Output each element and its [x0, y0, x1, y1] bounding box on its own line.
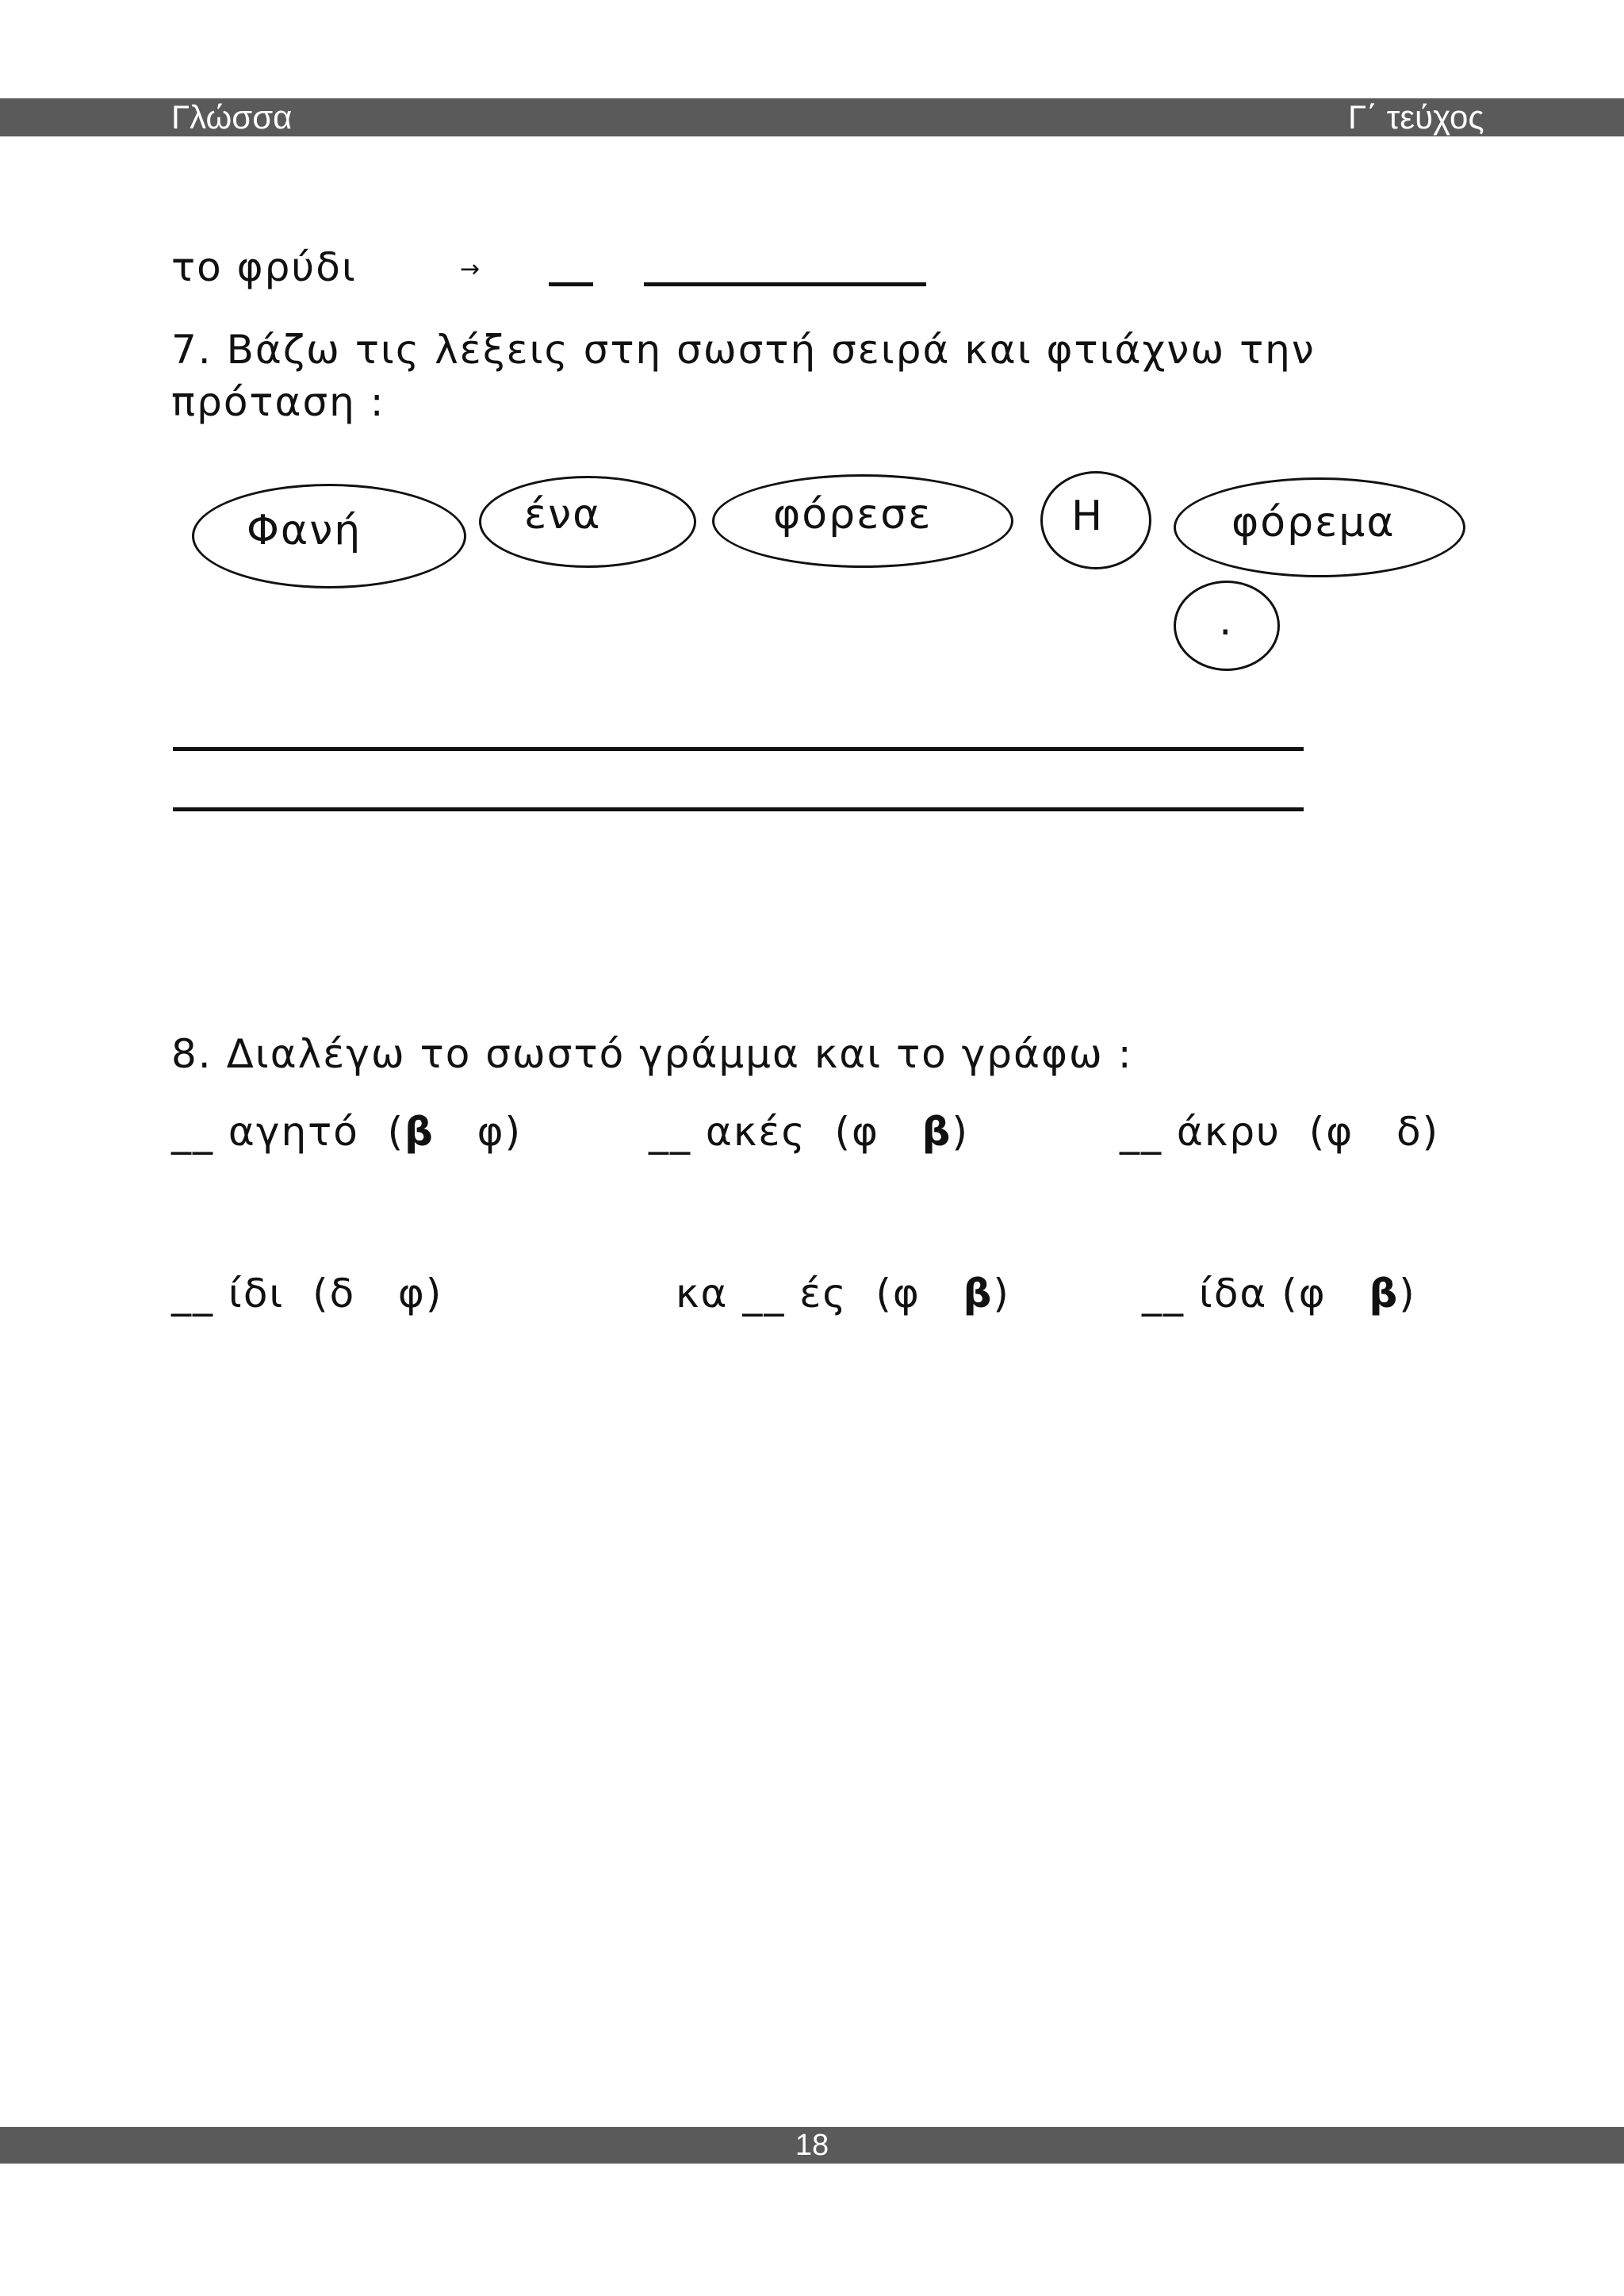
word-oval: [479, 476, 696, 568]
word-oval: [1174, 477, 1465, 577]
header-bar: [0, 98, 1624, 136]
q8-item: __ ακές (φ β): [649, 1109, 969, 1155]
answer-blank-short[interactable]: [549, 282, 593, 286]
word-oval: [192, 484, 466, 588]
q6-word: το φρύδι: [171, 244, 357, 290]
q8-item-word: ίδα: [1185, 1271, 1268, 1317]
q8-item-word: ίδι: [214, 1271, 285, 1317]
option-letter: β: [404, 1109, 435, 1155]
q8-item: __ ίδι (δ φ): [171, 1271, 443, 1317]
q8-item-blank[interactable]: __: [171, 1109, 214, 1155]
subject-title: Γλώσσα: [171, 98, 293, 136]
q8-item-word: ές: [785, 1271, 848, 1317]
q8-item-word: αγητό: [214, 1109, 359, 1155]
word-card: .: [1219, 597, 1234, 645]
option-letter: φ: [477, 1109, 505, 1155]
q8-item-blank[interactable]: __: [1142, 1271, 1185, 1317]
q8-item-prefix: κα: [676, 1271, 743, 1317]
option-letter: β: [921, 1109, 952, 1155]
word-card: φόρεσε: [773, 491, 933, 539]
q7-title-line2: πρόταση :: [171, 379, 385, 425]
option-letter: δ: [329, 1271, 356, 1317]
q8-item-blank[interactable]: __: [742, 1271, 786, 1317]
q8-item: __ άκρυ (φ δ): [1120, 1109, 1440, 1155]
page-number: 18: [795, 2129, 829, 2162]
q8-item-blank[interactable]: __: [1120, 1109, 1162, 1155]
option-letter: φ: [397, 1271, 426, 1317]
q8-item-word: ακές: [691, 1109, 806, 1155]
word-card: φόρεμα: [1231, 499, 1396, 546]
footer-bar: [0, 2127, 1624, 2164]
answer-blank-long[interactable]: [644, 282, 926, 286]
option-letter: φ: [892, 1271, 921, 1317]
option-letter: φ: [1326, 1109, 1354, 1155]
word-oval: [712, 474, 1013, 568]
writing-line[interactable]: [173, 747, 1304, 751]
q8-item: κα __ ές (φ β): [676, 1271, 1010, 1317]
q8-item: __ ίδα (φ β): [1142, 1271, 1416, 1317]
q7-title-line1: 7. Βάζω τις λέξεις στη σωστή σειρά και φτιάχνω την: [171, 327, 1316, 373]
option-letter: β: [1369, 1271, 1400, 1317]
q8-item-blank[interactable]: __: [649, 1109, 691, 1155]
word-card: Η: [1071, 493, 1105, 540]
arrow-icon: →: [460, 255, 482, 283]
word-oval: [1040, 471, 1151, 569]
q8-item-word: άκρυ: [1162, 1109, 1281, 1155]
option-letter: φ: [1298, 1271, 1327, 1317]
q8-title: 8. Διαλέγω το σωστό γράμμα και το γράφω :: [171, 1031, 1133, 1077]
word-card: Φανή: [247, 507, 362, 554]
word-card: ένα: [524, 491, 602, 539]
option-letter: β: [963, 1271, 994, 1317]
option-letter: φ: [852, 1109, 879, 1155]
q8-item: __ αγητό (β φ): [171, 1109, 523, 1155]
word-oval: [1174, 581, 1280, 671]
writing-line[interactable]: [173, 807, 1304, 811]
volume-title: Γ΄ τεύχος: [1348, 98, 1484, 136]
q8-item-blank[interactable]: __: [171, 1271, 214, 1317]
option-letter: δ: [1396, 1109, 1423, 1155]
